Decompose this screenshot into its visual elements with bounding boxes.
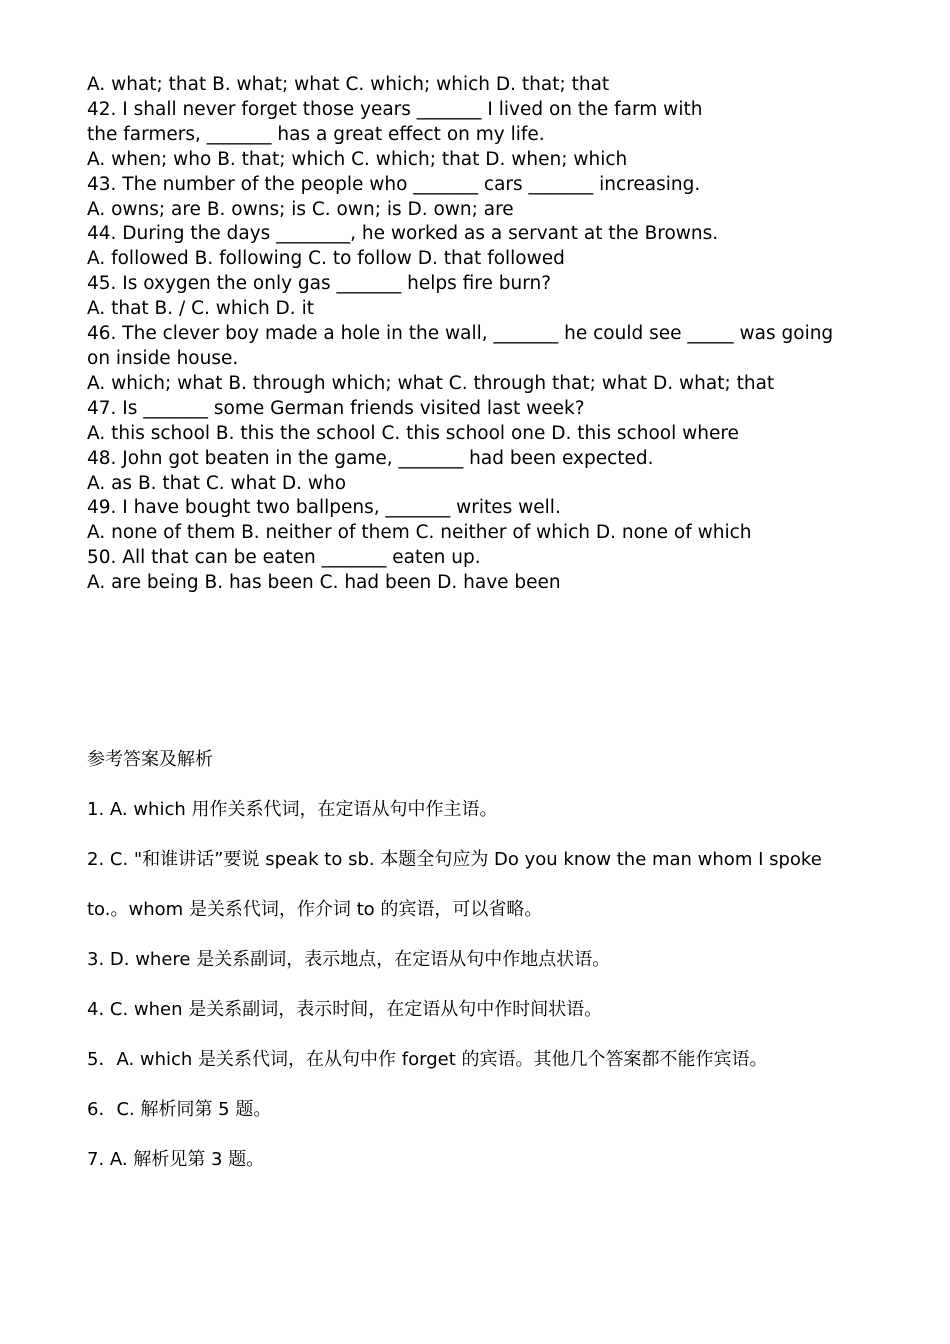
answer-line: 5．A. which 是关系代词，在从句中作 forget 的宾语。其他几个答案都不能作宾语。 <box>87 1049 768 1071</box>
question-line: A. are being B. has been C. had been D. have been <box>87 572 561 594</box>
answer-line: 4. C. when 是关系副词，表示时间，在定语从句中作时间状语。 <box>87 999 603 1021</box>
question-line: 45. Is oxygen the only gas _______ helps fire burn? <box>87 273 552 295</box>
answers-heading: 参考答案及解析 <box>87 749 213 771</box>
question-line: A. none of them B. neither of them C. neither of which D. none of which <box>87 522 752 544</box>
question-line: 42. I shall never forget those years _______ I lived on the farm with <box>87 98 703 120</box>
question-line: A. when; who B. that; which C. which; that D. when; which <box>87 148 628 170</box>
answer-line: 6．C. 解析同第 5 题。 <box>87 1099 272 1121</box>
document-page <box>87 73 887 1197</box>
question-line: 46. The clever boy made a hole in the wall, _______ he could see _____ was going <box>87 323 834 345</box>
question-line: A. which; what B. through which; what C. through that; what D. what; that <box>87 372 775 394</box>
answer-line: 1. A. which 用作关系代词，在定语从句中作主语。 <box>87 799 498 821</box>
question-line: the farmers, _______ has a great effect on my life. <box>87 123 545 145</box>
question-line: A. this school B. this the school C. this school one D. this school where <box>87 422 739 444</box>
question-line: A. that B. / C. which D. it <box>87 298 314 320</box>
question-line: 48. John got beaten in the game, _______ had been expected. <box>87 447 654 469</box>
question-line: A. followed B. following C. to follow D. that followed <box>87 248 565 270</box>
question-line: A. what; that B. what; what C. which; which D. that; that <box>87 74 610 95</box>
question-line: 47. Is _______ some German friends visited last week? <box>87 397 585 419</box>
question-line: 50. All that can be eaten _______ eaten up. <box>87 547 481 569</box>
question-line: A. as B. that C. what D. who <box>87 472 347 494</box>
answer-section <box>87 747 887 1172</box>
question-list <box>87 73 887 596</box>
answer-line: 2. C. "和谁讲话”要说 speak to sb. 本题全句应为 Do you know the man whom I spoke <box>87 849 822 871</box>
question-line: A. owns; are B. owns; is C. own; is D. own; are <box>87 198 514 220</box>
answer-line: 7. A. 解析见第 3 题。 <box>87 1149 265 1171</box>
question-line: on inside house. <box>87 347 239 369</box>
question-line: 43. The number of the people who _______ cars _______ increasing. <box>87 173 701 195</box>
question-line: 44. During the days ________, he worked as a servant at the Browns. <box>87 223 719 245</box>
answer-line: 3. D. where 是关系副词，表示地点，在定语从句中作地点状语。 <box>87 949 611 971</box>
answer-line: to.。whom 是关系代词，作介词 to 的宾语，可以省略。 <box>87 899 543 921</box>
question-line: 49. I have bought two ballpens, _______ writes well. <box>87 497 561 519</box>
